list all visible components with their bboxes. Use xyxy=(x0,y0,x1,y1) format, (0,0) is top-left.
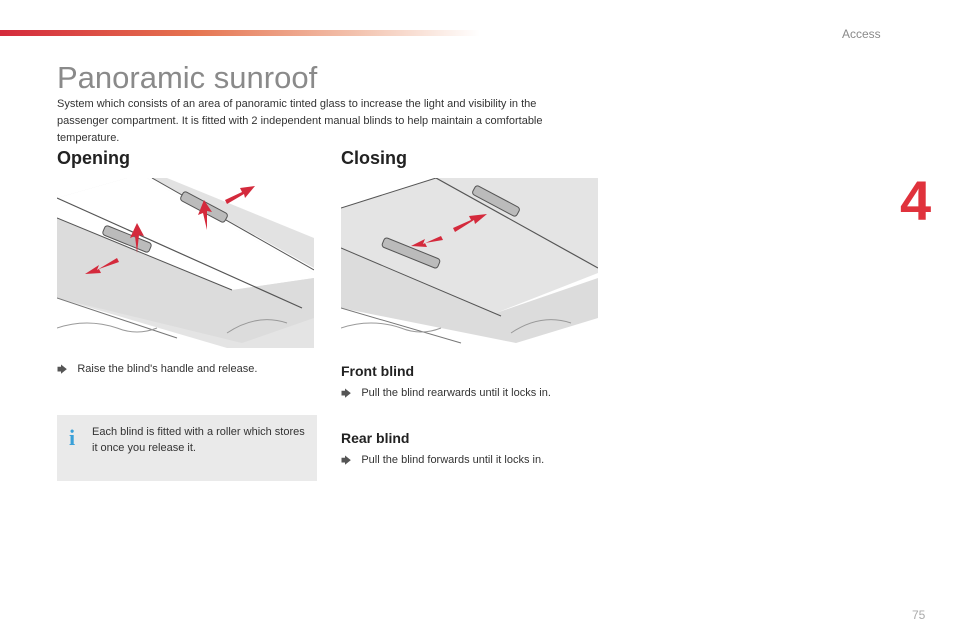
bullet-arrow-icon: 🡆 xyxy=(341,456,352,467)
section-label: Access xyxy=(842,27,881,41)
front-blind-bullet xyxy=(341,387,551,404)
bullet-arrow-icon: 🡆 xyxy=(341,389,352,400)
closing-heading: Closing xyxy=(341,148,407,168)
rear-blind-bullet xyxy=(341,454,544,471)
front-blind-bullet-text: Pull the blind rearwards until it locks in. xyxy=(361,387,551,399)
info-icon: i xyxy=(69,425,76,450)
page-number: 75 xyxy=(912,608,926,622)
front-blind-heading: Front blind xyxy=(341,363,415,379)
intro-paragraph: System which consists of an area of panoramic tinted glass to increase the light and visibility in the passenger compartment. It is fitted with 2 independent manual blinds to help maintain a comfortable temperature. xyxy=(57,98,543,144)
opening-illustration xyxy=(57,178,314,348)
info-note xyxy=(57,415,317,481)
chapter-number: 4 xyxy=(900,169,932,232)
rear-blind-bullet-text: Pull the blind forwards until it locks in. xyxy=(361,454,545,466)
info-note-text: Each blind is fitted with a roller which stores it once you release it. xyxy=(92,426,305,454)
bullet-arrow-icon: 🡆 xyxy=(57,365,68,376)
closing-illustration xyxy=(341,178,598,348)
page-title: Panoramic sunroof xyxy=(57,60,318,95)
header-color-bar xyxy=(0,30,480,36)
opening-bullet xyxy=(57,363,257,380)
opening-heading: Opening xyxy=(57,148,130,168)
rear-blind-heading: Rear blind xyxy=(341,430,410,446)
opening-bullet-text: Raise the blind's handle and release. xyxy=(77,363,258,375)
